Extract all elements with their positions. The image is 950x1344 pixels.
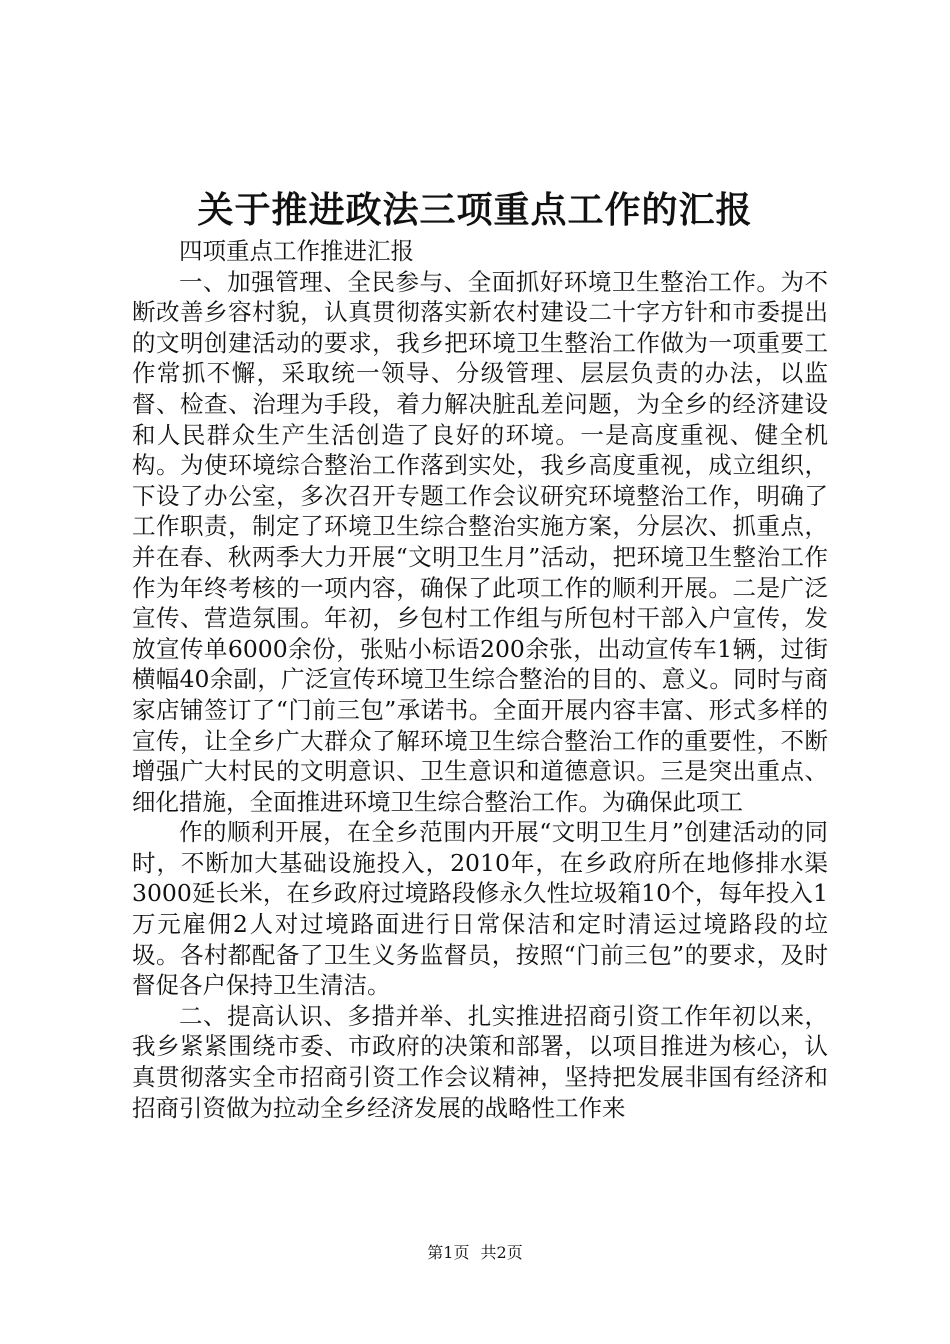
document-body bbox=[132, 236, 828, 1123]
body-paragraph-2: 作的顺利开展，在全乡范围内开展“文明卫生月”创建活动的同时，不断加大基础设施投入，2010年，在乡政府所在地修排水渠3000延长米，在乡政府过境路段修永久性垃圾箱10个，每年投入1万元雇佣2人对过境路面进行日常保洁和定时清运过境路段的垃圾。各村都配备了卫生义务监督员，按照“门前三包”的要求，及时督促各户保持卫生清洁。 bbox=[132, 818, 828, 1000]
document-title: 关于推进政法三项重点工作的汇报 bbox=[197, 189, 753, 231]
page-footer bbox=[0, 1242, 950, 1264]
body-paragraph-1: 一、加强管理、全民参与、全面抓好环境卫生整治工作。为不断改善乡容村貌，认真贯彻落实新农村建设二十字方针和市委提出的文明创建活动的要求，我乡把环境卫生整治工作做为一项重要工作常抓不懈，采取统一领导、分级管理、层层负责的办法，以监督、检查、治理为手段，着力解决脏乱差问题，为全乡的经济建设和人民群众生产生活创造了良好的环境。一是高度重视、健全机构。为使环境综合整治工作落到实处，我乡高度重视，成立组织，下设了办公室，多次召开专题工作会议研究环境整治工作，明确了工作职责，制定了环境卫生综合整治实施方案，分层次、抓重点，并在春、秋两季大力开展“文明卫生月”活动，把环境卫生整治工作作为年终考核的一项内容，确保了此项工作的顺利开展。二是广泛宣传、营造氛围。年初，乡包村工作组与所包村干部入户宣传，发放宣传单6000余份，张贴小标语200余张，出动宣传车1辆，过街横幅40余副，广泛宣传环境卫生综合整治的目的、意义。同时与商家店铺签订了“门前三包”承诺书。全面开展内容丰富、形式多样的宣传，让全乡广大群众了解环境卫生综合整治工作的重要性，不断增强广大村民的文明意识、卫生意识和道德意识。三是突出重点、细化措施，全面推进环境卫生综合整治工作。为确保此项工 bbox=[132, 267, 828, 816]
body-paragraph-3: 二、提高认识、多措并举、扎实推进招商引资工作年初以来，我乡紧紧围绕市委、市政府的决策和部署，以项目推进为核心，认真贯彻落实全市招商引资工作会议精神，坚持把发展非国有经济和招商引资做为拉动全乡经济发展的战略性工作来 bbox=[132, 1001, 828, 1122]
page-total: 共2页 bbox=[480, 1243, 523, 1262]
page-number: 第1页 bbox=[427, 1243, 470, 1262]
subtitle-paragraph: 四项重点工作推进汇报 bbox=[179, 237, 414, 265]
